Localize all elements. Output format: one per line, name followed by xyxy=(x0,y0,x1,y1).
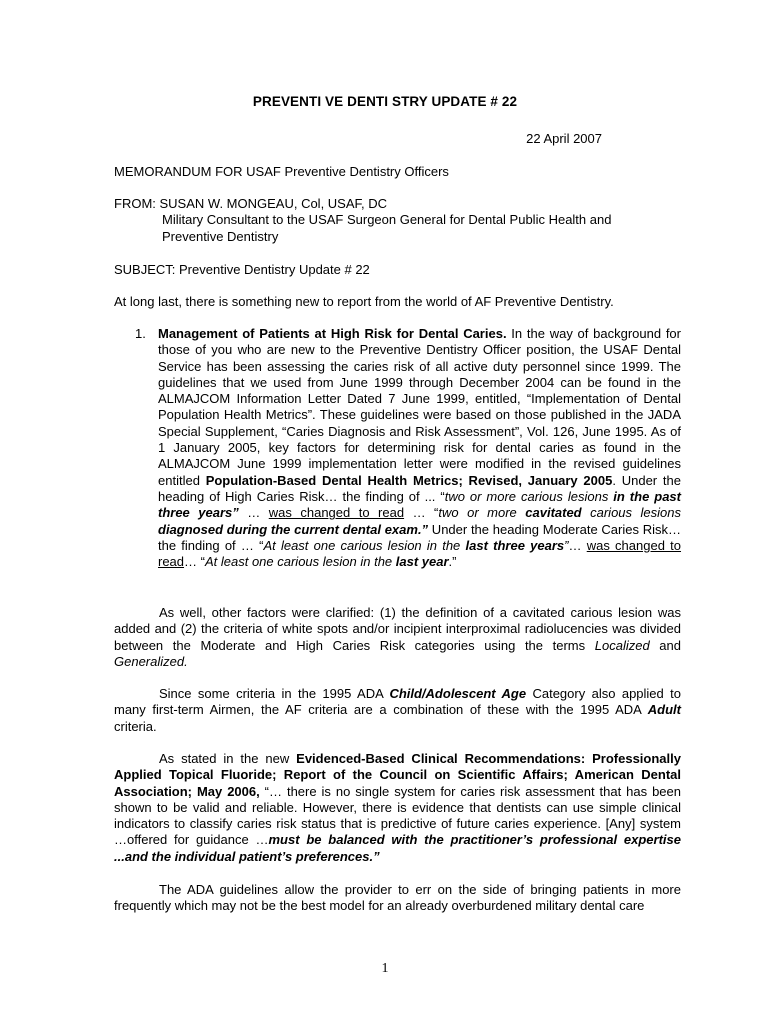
bold-italic-run: Child/Adolescent Age xyxy=(389,686,527,701)
bold-italic-run: last three years xyxy=(465,537,565,553)
bold-italic-run: last year xyxy=(395,554,449,570)
text-run: … xyxy=(238,505,269,521)
from-title-line: Preventive Dentistry xyxy=(162,228,279,244)
body-paragraph xyxy=(114,882,681,915)
text-run: … “ xyxy=(404,505,439,521)
memo-recipient: MEMORANDUM FOR USAF Preventive Dentistry Officers xyxy=(114,164,449,179)
bold-italic-run: in the past three years” xyxy=(158,488,681,521)
text-run: and xyxy=(649,637,681,653)
italic-run: two or more carious lesions xyxy=(444,488,614,504)
text-run: … xyxy=(568,537,587,553)
underline-run: was changed to read xyxy=(158,537,682,570)
numbered-item-1 xyxy=(135,326,681,570)
text-run: As well, other factors were clarified: (1) the definition of a cavitated carious lesion was added and (2) the criteria of white spots and/or incipient interproximal radiolucencies was divided between the Moderate and High Caries Risk categories using the terms xyxy=(114,605,681,653)
text-run: As stated in the new xyxy=(159,751,297,766)
memo-subject: SUBJECT: Preventive Dentistry Update # 22 xyxy=(114,262,370,277)
document-title: PREVENTI VE DENTI STRY UPDATE # 22 xyxy=(252,94,518,109)
italic-run: At least one carious lesion in the xyxy=(204,554,396,570)
body-paragraph xyxy=(114,605,681,670)
text-run: Under the heading Moderate Caries Risk… the finding of … “ xyxy=(158,521,681,553)
italic-run: Localized xyxy=(594,637,650,653)
text-run: In the way of background for those of you who are new to the Preventive Dentistry Officer position, the USAF Dental Service has been assessing the caries risk of all active duty personnel since 1999. The guidelines that we used from June 1999 through December 2004 can be found in the ALMAJCOM Information Letter Dated 7 June 1999, entitled, “Implementation of Dental Population Health Metrics”. These guidelines were based on those published in the JADA Special Supplement, “Caries Diagnosis and Risk Assessment”, Vol. 126, June 1995. As of 1 January 2005, key factors for determining risk for dental caries as found in the ALMAJCOM June 1999 implementation letter were modified in the revised guidelines entitled xyxy=(158,326,681,488)
italic-run: ” xyxy=(564,537,569,553)
body-paragraph xyxy=(114,686,681,735)
text-run: Category also applied to many first-term Airmen, the AF criteria are a combination of these with the 1995 ADA xyxy=(114,686,681,718)
memo-from xyxy=(114,196,681,245)
body-paragraph xyxy=(114,751,681,865)
italic-run: At least one carious lesion in the xyxy=(263,537,466,553)
page-number: 1 xyxy=(381,961,389,976)
bold-italic-run: cavitated xyxy=(525,505,582,521)
item-heading: Management of Patients at High Risk for Dental Caries. xyxy=(158,326,507,341)
italic-run: Generalized. xyxy=(114,653,188,669)
italic-run: carious lesions xyxy=(581,505,681,521)
text-run: .” xyxy=(448,554,457,570)
text-run: Since some criteria in the 1995 ADA xyxy=(159,686,390,701)
text-run: criteria. xyxy=(114,718,157,734)
item-text xyxy=(158,326,681,570)
text-run: . Under the heading of High Caries Risk… the finding of ... “ xyxy=(158,472,681,504)
bold-italic-run: must be balanced with the practitioner’s professional expertise ...and the individual patient’s preferences.” xyxy=(114,832,681,864)
memo-date: 22 April 2007 xyxy=(526,131,602,146)
text-run: The ADA guidelines allow the provider to err on the side of bringing patients in more frequently which may not be the best model for an already overburdened military dental care xyxy=(114,882,681,914)
intro-paragraph: At long last, there is something new to report from the world of AF Preventive Dentistry. xyxy=(114,294,614,309)
text-run: “… there is no single system for caries risk assessment that has been shown to be valid and reliable. However, there is evidence that dentists can use simple clinical indicators to classify caries risk status that is predictive of future caries experience. [Any] system …offered for guidance … xyxy=(114,783,681,848)
bold-italic-run: Adult xyxy=(647,702,681,718)
text-run: … “ xyxy=(184,554,205,570)
item-number: 1. xyxy=(135,326,146,341)
italic-run: two or more xyxy=(438,505,526,521)
underline-run: was changed to read xyxy=(268,505,405,521)
bold-run: Population-Based Dental Health Metrics; Revised, January 2005 xyxy=(205,472,613,488)
from-title-line: Military Consultant to the USAF Surgeon General for Dental Public Health and xyxy=(162,212,612,228)
bold-italic-run: diagnosed during the current dental exam.” xyxy=(158,521,429,537)
bold-run: Evidenced-Based Clinical Recommendations: Professionally Applied Topical Fluoride; Report of the Council on Scientific Affairs; American Dental Association; May 2006, xyxy=(114,751,681,799)
from-line: FROM: SUSAN W. MONGEAU, Col, USAF, DC xyxy=(114,196,388,211)
